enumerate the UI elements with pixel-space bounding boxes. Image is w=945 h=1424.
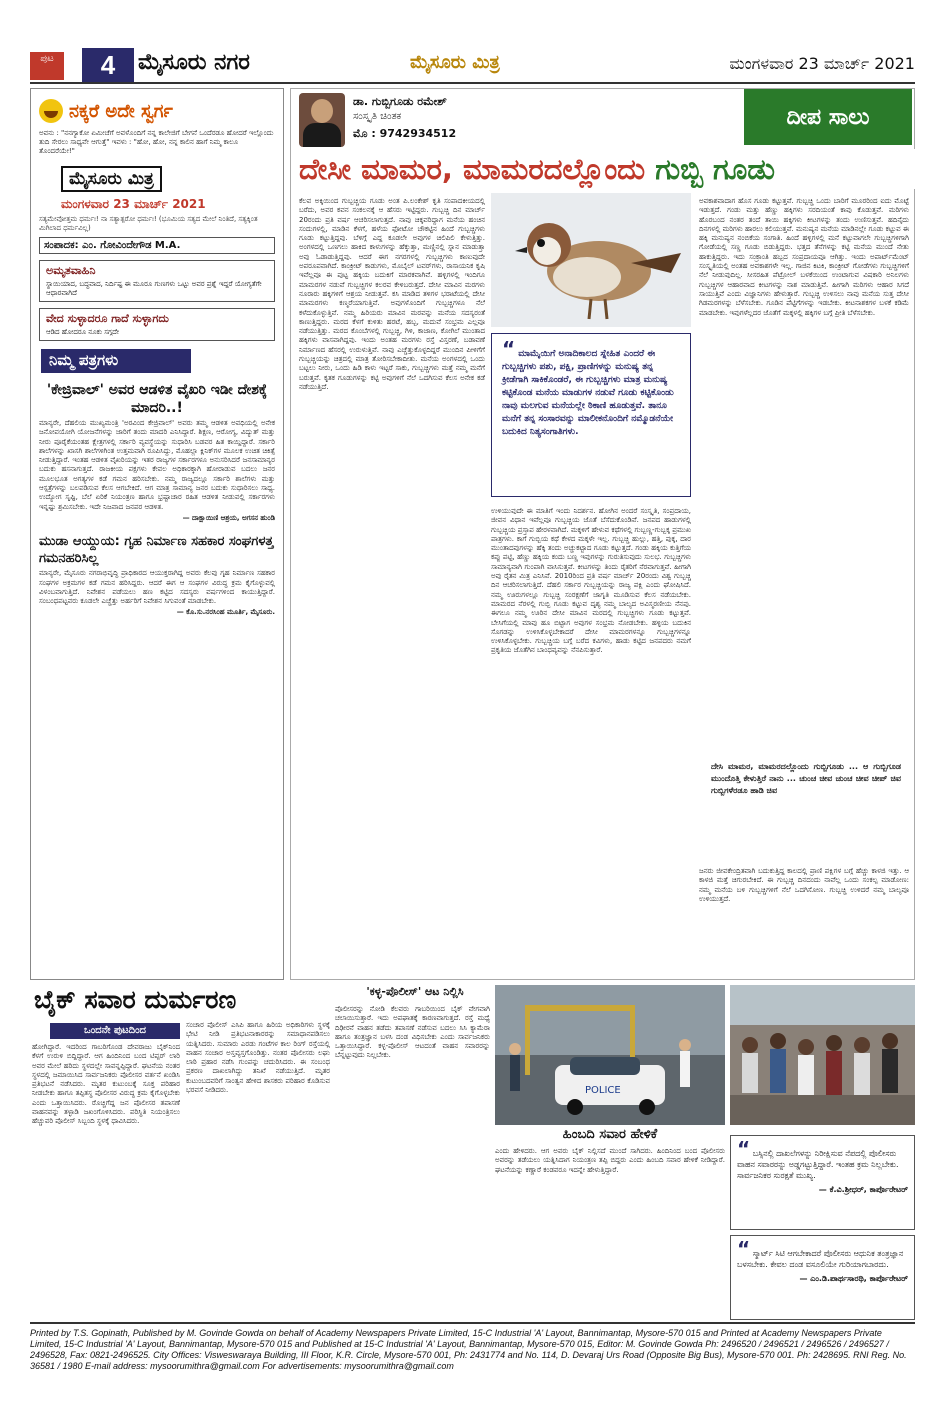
masthead-logo: ಮೈಸೂರು ಮಿತ್ರ: [410, 52, 500, 73]
quote2-sign: — ಎಂ.ಡಿ.ಪಾರ್ಥಸಾರಥಿ, ಕಾರ್ಪೊರೇಟರ್: [799, 1274, 908, 1283]
letter1-title: 'ಕೇಜ್ರಿವಾಲ್' ಅವರ ಆಡಳಿತ ವೈಖರಿ ಇಡೀ ದೇಶಕ್ಕೆ ಮಾದರಿ..!: [46, 382, 268, 416]
crowd-photo: [730, 985, 915, 1125]
article-col1: ಕೆಲವ ಅಕ್ಕಿಯಿಂದ ಗುಬ್ಬಚ್ಚಿಯ ಗೂಡು ಅಂತ ಪಿ.ಲಂಕೇಶ್ ಕೃತಿ ಸಂಪಾದಕೀಯದಲ್ಲಿ ಬರೆದು, ಅವರ ಕವನ ಸಂಕಲನಕ್ಕೆ ಆ ಹೆಸರು ಇಟ್ಟಿದ್ದರು. ಗುಬ್ಬಚ್ಚಿ ದಿನ ಮಾರ್ಚ್ 20ರಂದು ಪ್ರತಿ ವರ್ಷ ಆಚರಿಸಲಾಗುತ್ತದೆ. ನಾವು ಚಿಕ್ಕವರಿದ್ದಾಗ ಮನೆಯ ಹಂಚಿನ ಸಂದುಗಳಲ್ಲಿ, ಮಾಡಿನ ಕೆಳಗೆ, ಹಳೆಯ ಫೋಟೋ ಚೌಕಟ್ಟಿನ ಹಿಂದೆ ಗುಬ್ಬಚ್ಚಿಗಳು ಗೂಡು ಕಟ್ಟುತ್ತಿದ್ದವು. ಬೆಳಿಗ್ಗೆ ಎದ್ದ ಕೂಡಲೇ ಅವುಗಳ ಚಿಲಿಪಿಲಿ ಕೇಳುತ್ತಿತ್ತು. ಅಂಗಳದಲ್ಲಿ ಒಣಗಲು ಹಾಕಿದ ಕಾಳುಗಳನ್ನು ಹೆಕ್ಕುತ್ತಾ, ಮಣ್ಣಿನಲ್ಲಿ ಸ್ನಾನ ಮಾಡುತ್ತಾ ಅವು ಓಡಾಡುತ್ತಿದ್ದವು. ಆದರೆ ಈಗ ನಗರಗಳಲ್ಲಿ ಗುಬ್ಬಚ್ಚಿಗಳು ಕಾಣುವುದೇ ಅಪರೂಪವಾಗಿದೆ. ಕಾಂಕ್ರೀಟ್ ಕಾಡುಗಳು, ಮೊಬೈಲ್ ಟವರ್‌ಗಳು, ರಾಸಾಯನಿಕ ಕೃಷಿ ಇವೆಲ್ಲವೂ ಈ ಪುಟ್ಟ ಹಕ್ಕಿಯ ಬದುಕಿಗೆ ಮಾರಕವಾಗಿವೆ. ಹಳ್ಳಿಗಳಲ್ಲಿ ಇಂದಿಗೂ ಮಾಮರಗಳ ನಡುವೆ ಗುಬ್ಬಚ್ಚಿಗಳ ಕಲರವ ಕೇಳಿಬರುತ್ತದೆ. ದೇಸೀ ಮಾವಿನ ಮರಗಳು ನೂರಾರು ಹಕ್ಕಿಗಳಿಗೆ ಆಶ್ರಯ ನೀಡುತ್ತವೆ. ಕಸಿ ಮಾಡಿದ ತಳಿಗಳ ಭರಾಟೆಯಲ್ಲಿ ದೇಸೀ ಮಾಮರಗಳು ಕಣ್ಮರೆಯಾಗುತ್ತಿವೆ. ಅವುಗಳೊಂದಿಗೆ ಗುಬ್ಬಚ್ಚಿಗಳೂ ನೆಲೆ ಕಳೆದುಕೊಳ್ಳುತ್ತಿವೆ. ನಮ್ಮ ಹಿರಿಯರು ಮಾವಿನ ಮರವನ್ನು ಮನೆಯ ಸದಸ್ಯರಂತೆ ಕಾಣುತ್ತಿದ್ದರು. ಮರದ ಕೆಳಗೆ ಕುಳಿತು ಹರಟೆ, ಹಬ್ಬ, ಮದುವೆ ಸಂಭ್ರಮ ಎಲ್ಲವೂ ನಡೆಯುತ್ತಿತ್ತು. ಮರದ ಕೊಂಬೆಗಳಲ್ಲಿ ಗುಬ್ಬಚ್ಚಿ, ಗಿಳಿ, ಕಾಜಾಣ, ಕೋಗಿಲೆ ಮುಂತಾದ ಹಕ್ಕಿಗಳು ವಾಸವಾಗಿದ್ದವು. ಇಂದು ಅಂತಹ ಮರಗಳು ರಸ್ತೆ ವಿಸ್ತರಣೆ, ಬಡಾವಣೆ ನಿರ್ಮಾಣದ ಹೆಸರಲ್ಲಿ ಉರುಳುತ್ತಿವೆ. ನಾವು ಎಚ್ಚೆತ್ತುಕೊಳ್ಳದಿದ್ದರೆ ಮುಂದಿನ ಪೀಳಿಗೆಗೆ ಗುಬ್ಬಚ್ಚಿಯನ್ನು ಚಿತ್ರದಲ್ಲಿ ಮಾತ್ರ ತೋರಿಸಬೇಕಾದೀತು. ಮನೆಯ ಅಂಗಳದಲ್ಲಿ ಒಂದು ಬಟ್ಟಲು ನೀರು, ಒಂದು ಹಿಡಿ ಕಾಳು ಇಟ್ಟರೆ ಸಾಕು, ಗುಬ್ಬಚ್ಚಿಗಳು ಮತ್ತೆ ನಮ್ಮ ಮನೆಗೆ ಬರುತ್ತವೆ. ಕೃತಕ ಗೂಡುಗಳನ್ನು ಕಟ್ಟಿ ಅವುಗಳಿಗೆ ನೆಲೆ ಒದಗಿಸುವ ಕೆಲಸ ಅನೇಕ ಕಡೆ ನಡೆಯುತ್ತಿದೆ.: [299, 197, 485, 391]
letters-header: ನಿಮ್ಮ ಪತ್ರಗಳು: [41, 349, 191, 373]
quote-mark-icon: “: [502, 337, 516, 361]
quote-box-2: [730, 1235, 915, 1320]
article-poem: ದೇಸಿ ಮಾಮರ, ಮಾಮರದಲ್ಲೊಂದು ಗುಬ್ಬಿಗೂಡು ... ಆ ಗುಬ್ಬಿಗೂಡ ಮುಂದೊತ್ತಿ ಕೇಳುತ್ತಿರೆ ನಾನು ... ಚುಂಚ ಚೀವ ಚುಂಚ ಚೀವ ಚೀಪ್ ಚಿವ ಗುಬ್ಬಿಗಳೆರಡೂ ಹಾಡಿ ಚಿವ: [711, 762, 901, 795]
proverb-box: [39, 308, 275, 341]
quote1-sign: — ಕೆ.ವಿ.ಶ್ರೀಧರ್, ಕಾರ್ಪೊರೇಟರ್: [818, 1185, 908, 1194]
author-phone: ಮೊ : 9742934512: [353, 127, 457, 140]
sparrow-photo: [491, 193, 691, 327]
headline-part2: ಮಾಮರದಲ್ಲೊಂದು: [462, 152, 656, 186]
photo1-caption: ಹಿಂಬದಿ ಸವಾರ ಹೇಳಿಕೆ: [562, 1127, 658, 1142]
article-col3: ಅವಕಾಶವಾದಾಗ ಹೊಸ ಗೂಡು ಕಟ್ಟುತ್ತವೆ. ಗುಬ್ಬಚ್ಚಿ ಒಂದು ಬಾರಿಗೆ ಮೂರರಿಂದ ಐದು ಮೊಟ್ಟೆ ಇಡುತ್ತದೆ. ಗಂಡು ಮತ್ತು ಹೆಣ್ಣು ಹಕ್ಕಿಗಳು ಸರದಿಯಂತೆ ಕಾವು ಕೊಡುತ್ತವೆ. ಮರಿಗಳು ಹೊರಬಂದ ನಂತರ ತಂದೆ ತಾಯಿ ಹಕ್ಕಿಗಳು ಕೀಟಗಳನ್ನು ತಂದು ಉಣಿಸುತ್ತವೆ. ಹದಿನೈದು ದಿನಗಳಲ್ಲಿ ಮರಿಗಳು ಹಾರಲು ಕಲಿಯುತ್ತವೆ. ಮನುಷ್ಯನ ಮನೆಯ ಮಾಡಿನಲ್ಲೇ ಗೂಡು ಕಟ್ಟುವ ಈ ಹಕ್ಕಿ ಮನುಷ್ಯನ ನಂಬಿಕೆಯ ಸಂಗಾತಿ. ಹಿಂದೆ ಹಳ್ಳಿಗಳಲ್ಲಿ ಮನೆ ಕಟ್ಟುವಾಗಲೇ ಗುಬ್ಬಚ್ಚಿಗಳಿಗಾಗಿ ಗೋಡೆಯಲ್ಲಿ ಸಣ್ಣ ಗೂಡು ಬಿಡುತ್ತಿದ್ದರು. ಭತ್ತದ ತೆನೆಗಳನ್ನು ಕಟ್ಟಿ ಮನೆಯ ಮುಂದೆ ನೇತು ಹಾಕುತ್ತಿದ್ದರು. ಇದು ಸಂಕ್ರಾಂತಿ ಹಬ್ಬದ ಸಂಪ್ರದಾಯವೂ ಆಗಿತ್ತು. ಇಂದು ಅಪಾರ್ಟ್‌ಮೆಂಟ್ ಸಂಸ್ಕೃತಿಯಲ್ಲಿ ಅಂತಹ ಅವಕಾಶಗಳೇ ಇಲ್ಲ. ಗಾಜಿನ ಕಿಟಕಿ, ಕಾಂಕ್ರೀಟ್ ಗೋಡೆಗಳು ಗುಬ್ಬಚ್ಚಿಗಳಿಗೆ ನೆಲೆ ನೀಡುವುದಿಲ್ಲ. ಸೀಸರಹಿತ ಪೆಟ್ರೋಲ್ ಬಳಕೆಯಿಂದ ಉಂಟಾಗುವ ವಿಷಕಾರಿ ಅನಿಲಗಳು ಗುಬ್ಬಚ್ಚಿಗಳ ಆಹಾರವಾದ ಕೀಟಗಳನ್ನು ನಾಶ ಮಾಡುತ್ತಿವೆ. ಹೀಗಾಗಿ ಮರಿಗಳು ಆಹಾರ ಸಿಗದೆ ಸಾಯುತ್ತಿವೆ ಎಂದು ವಿಜ್ಞಾನಿಗಳು ಹೇಳುತ್ತಾರೆ. ಗುಬ್ಬಚ್ಚಿ ಉಳಿಸಲು ನಾವು ಮನೆಯ ಸುತ್ತ ದೇಸೀ ಗಿಡಮರಗಳನ್ನು ಬೆಳೆಸಬೇಕು. ಗೂಡಿನ ಪೆಟ್ಟಿಗೆಗಳನ್ನು ಇಡಬೇಕು. ಕೀಟನಾಶಕಗಳ ಬಳಕೆ ಕಡಿಮೆ ಮಾಡಬೇಕು. ಇವುಗಳೆಲ್ಲದರ ಜೊತೆಗೆ ಮಕ್ಕಳಲ್ಲಿ ಹಕ್ಕಿಗಳ ಬಗ್ಗೆ ಪ್ರೀತಿ ಬೆಳೆಸಬೇಕು.: [699, 197, 909, 317]
editor-line: ಸಂಪಾದಕ: ಎಂ. ಗೋವಿಂದೇಗೌಡ M.A.: [39, 237, 275, 254]
amrutha-text: ಸ್ಥಾಯಿಯಾದ, ಬದ್ಧವಾದ, ನಿರ್ದಿಷ್ಟ ಈ ಮೂರೂ ಗುಣಗಳು ಒಟ್ಟು ಅವರ ಪ್ರಶ್ನೆ ಇದ್ದರೆ ಯೋಗ್ಯತೆಗೇ ಆಧಾರವಾಗಿದೆ: [46, 280, 262, 297]
svg-text:POLICE: POLICE: [585, 1085, 621, 1096]
author-name: ಡಾ. ಗುಬ್ಬಿಗೂಡು ರಮೇಶ್: [353, 95, 447, 108]
letter2-sign: — ಕೊ.ಸು.ನರಸಿಂಹ ಮೂರ್ತಿ, ಮೈಸೂರು.: [176, 608, 275, 617]
pull-quote: [491, 333, 691, 497]
letter1-sign: — ದಾಕ್ಷಾಯಿಣಿ ಆಶ್ರಯ, ಅಗಸನ ಹುಂಡಿ: [182, 513, 275, 522]
main-article: [290, 88, 915, 980]
issue-date: ಮಂಗಳವಾರ 23 ಮಾರ್ಚ್ 2021: [729, 54, 915, 73]
headline-part3: ಗುಬ್ಬಿ ಗೂಡು: [655, 152, 775, 186]
police-car-icon: [495, 985, 725, 1125]
bike-col3: ಪೊಲೀಸರನ್ನು ನೋಡಿ ಕೆಲವರು ಗಾಬರಿಯಿಂದ ಬೈಕ್ ವೇಗವಾಗಿ ಚಲಾಯಿಸುತ್ತಾರೆ. ಇದು ಅಪಘಾತಕ್ಕೆ ಕಾರಣವಾಗುತ್ತದೆ. ರಸ್ತೆ ಮಧ್ಯೆ ದಿಢೀರನೆ ವಾಹನ ತಡೆದು ತಪಾಸಣೆ ನಡೆಸುವ ಬದಲು ಸಿಸಿ ಕ್ಯಾಮೆರಾ ಹಾಗೂ ತಂತ್ರಜ್ಞಾನ ಬಳಸಿ ದಂಡ ವಿಧಿಸಬೇಕು ಎಂದು ಸಾರ್ವಜನಿಕರು ಒತ್ತಾಯಿಸಿದ್ದಾರೆ. ಕಳ್ಳ-ಪೊಲೀಸ್ ಆಟದಂತೆ ವಾಹನ ಸವಾರರನ್ನು ಬೆನ್ನಟ್ಟುವುದು ನಿಲ್ಲಬೇಕು.: [335, 1005, 490, 1060]
bike-col4: ಎಂದು ಹೇಳಿದರು. ಆಗ ಅವರು ಬೈಕ್ ನಿಲ್ಲಿಸದೆ ಮುಂದೆ ಸಾಗಿದರು. ಹಿಂದಿನಿಂದ ಬಂದ ಪೊಲೀಸರು ಅವರನ್ನು ತಡೆಯಲು ಯತ್ನಿಸಿದಾಗ ನಿಯಂತ್ರಣ ತಪ್ಪಿ ಬಿದ್ದರು ಎಂದು ಹಿಂಬದಿ ಸವಾರ ಹೇಳಿಕೆ ನೀಡಿದ್ದಾರೆ. ಘಟನೆಯನ್ನು ಕಣ್ಣಾರೆ ಕಂಡವರೂ ಇದನ್ನೇ ಹೇಳುತ್ತಿದ್ದಾರೆ.: [495, 1147, 725, 1174]
joke-title: ನಕ್ಕರೆ ಅದೇ ಸ್ವರ್ಗ: [69, 100, 173, 122]
amrutha-box: [39, 260, 275, 302]
letter2-title: ಮುಡಾ ಆಯ್ದುಯ: ಗೃಹ ನಿರ್ಮಾಣ ಸಹಕಾರ ಸಂಘಗಳತ್ತ ಗಮನಹರಿಸಿಲ್ಲ: [39, 534, 274, 567]
letter2-body: ಮಾನ್ಯರೇ, ಮೈಸೂರು ನಗರಾಭಿವೃದ್ಧಿ ಪ್ರಾಧಿಕಾರದ ಆಯುಕ್ತರಾಗಿದ್ದ ಅವರು ಕೆಲವು ಗೃಹ ನಿರ್ಮಾಣ ಸಹಕಾರ ಸಂಘಗಳ ಅಕ್ರಮಗಳ ಕಡೆ ಗಮನ ಹರಿಸಿದ್ದರು. ಆದರೆ ಈಗ ಆ ಸಂಘಗಳ ವಿರುದ್ಧ ಕ್ರಮ ಕೈಗೊಳ್ಳುವಲ್ಲಿ ವಿಳಂಬವಾಗುತ್ತಿದೆ. ನಿವೇಶನ ಪಡೆಯಲು ಹಣ ಕಟ್ಟಿದ ಸದಸ್ಯರು ವರ್ಷಗಳಿಂದ ಕಾಯುತ್ತಿದ್ದಾರೆ. ಸಂಬಂಧಪಟ್ಟವರು ಕೂಡಲೇ ಎಚ್ಚೆತ್ತು ಅರ್ಹರಿಗೆ ನಿವೇಶನ ಸಿಗುವಂತೆ ಮಾಡಬೇಕು.: [39, 569, 275, 606]
quote1-text: ಬಸ್ಸಿನಲ್ಲಿ ದಾಖಲೆಗಳನ್ನು ನಿರೀಕ್ಷಿಸುವ ನೆಪದಲ್ಲಿ ಪೊಲೀಸರು ವಾಹನ ಸವಾರರನ್ನು ಅಡ್ಡಗಟ್ಟುತ್ತಿದ್ದಾರೆ. ಇಂತಹ ಕ್ರಮ ನಿಲ್ಲಬೇಕು. ಸಾರ್ವಜನಿಕರ ಸುರಕ್ಷತೆ ಮುಖ್ಯ.: [737, 1149, 899, 1180]
quote-box-1: [730, 1135, 915, 1230]
page-header: [30, 48, 915, 84]
smiley-icon: [39, 99, 63, 123]
quote-mark-icon: “: [737, 1137, 751, 1161]
article-col2: ಉಳಿಯುವುದೇ ಈ ಮಾತಿಗೆ ಇಂದು ನಿದರ್ಶನ. ಹೋಗಿನ ಅಂದರೆ ಸಂಸ್ಕೃತಿ, ಸಂಪ್ರದಾಯ, ಜೀವನ ವಿಧಾನ ಇವೆಲ್ಲವೂ ಗುಬ್ಬಚ್ಚಿಯ ಜೊತೆ ಬೆಸೆದುಕೊಂಡಿವೆ. ಜನಪದ ಹಾಡುಗಳಲ್ಲಿ ಗುಬ್ಬಚ್ಚಿಯ ಪ್ರಸ್ತಾಪ ಹೇರಳವಾಗಿದೆ. ಮಕ್ಕಳಿಗೆ ಹೇಳುವ ಕಥೆಗಳಲ್ಲಿ ಗುಬ್ಬಣ್ಣ-ಗುಬ್ಬಕ್ಕ ಪ್ರಮುಖ ಪಾತ್ರಗಳು. ಕಾಗೆ ಗುಬ್ಬಿಯ ಕಥೆ ಕೇಳದ ಮಕ್ಕಳೇ ಇಲ್ಲ. ಗುಬ್ಬಚ್ಚಿ ಹುಲ್ಲು, ಹತ್ತಿ, ಪುಕ್ಕ, ದಾರ ಮುಂತಾದವುಗಳನ್ನು ಹೆಕ್ಕಿ ತಂದು ಅಚ್ಚುಕಟ್ಟಾದ ಗೂಡು ಕಟ್ಟುತ್ತದೆ. ಗಂಡು ಹಕ್ಕಿಯ ಕುತ್ತಿಗೆಯ ಕಪ್ಪು ಪಟ್ಟಿ, ಹೆಣ್ಣು ಹಕ್ಕಿಯ ಕಂದು ಬಣ್ಣ ಇವುಗಳನ್ನು ಗುರುತಿಸುವುದು ಸುಲಭ. ಗುಬ್ಬಚ್ಚಿಗಳು ಸಾಮಾನ್ಯವಾಗಿ ಗುಂಪಾಗಿ ವಾಸಿಸುತ್ತವೆ. ಕೀಟಗಳನ್ನು ತಿಂದು ರೈತರಿಗೆ ನೆರವಾಗುತ್ತವೆ. ಹೀಗಾಗಿ ಅವು ರೈತನ ಮಿತ್ರ ಎನಿಸಿವೆ. 2010ರಿಂದ ಪ್ರತಿ ವರ್ಷ ಮಾರ್ಚ್ 20ರಂದು ವಿಶ್ವ ಗುಬ್ಬಚ್ಚಿ ದಿನ ಆಚರಿಸಲಾಗುತ್ತಿದೆ. ದೆಹಲಿ ಸರ್ಕಾರ ಗುಬ್ಬಚ್ಚಿಯನ್ನು ರಾಜ್ಯ ಪಕ್ಷಿ ಎಂದು ಘೋಷಿಸಿದೆ. ನಮ್ಮ ಊರುಗಳಲ್ಲೂ ಗುಬ್ಬಚ್ಚಿ ಸಂರಕ್ಷಣೆಗೆ ಜಾಗೃತಿ ಮೂಡಿಸುವ ಕೆಲಸ ನಡೆಯಬೇಕು. ಮಾಮರದ ನೆರಳಲ್ಲಿ ಗುಬ್ಬಿ ಗೂಡು ಕಟ್ಟುವ ದೃಶ್ಯ ನಮ್ಮ ಬಾಲ್ಯದ ಅವಿಸ್ಮರಣೀಯ ನೆನಪು. ಈಗಲೂ ನಮ್ಮ ಊರಿನ ದೇಸೀ ಮಾವಿನ ಮರದಲ್ಲಿ ಗುಬ್ಬಚ್ಚಿಗಳು ಗೂಡು ಕಟ್ಟುತ್ತವೆ. ಬೇಸಿಗೆಯಲ್ಲಿ ಮಾವು ಹೂ ಬಿಟ್ಟಾಗ ಅವುಗಳ ಸಂಭ್ರಮ ನೋಡಬೇಕು. ಹಳ್ಳಿಯ ಬದುಕಿನ ಸೊಗಡನ್ನು ಉಳಿಸಿಕೊಳ್ಳಬೇಕಾದರೆ ದೇಸೀ ಮಾಮರಗಳನ್ನೂ ಗುಬ್ಬಚ್ಚಿಗಳನ್ನೂ ಉಳಿಸಿಕೊಳ್ಳಬೇಕು. ಗುಬ್ಬಚ್ಚಿಯ ಬಗ್ಗೆ ಬರೆದ ಕವಿಗಳು, ಹಾಡು ಕಟ್ಟಿದ ಜನಪದರು ನಮಗೆ ಪ್ರಕೃತಿಯ ಜೊತೆಗಿನ ಬಾಂಧವ್ಯವನ್ನು ನೆನಪಿಸುತ್ತಾರೆ.: [491, 507, 691, 655]
headline-part1: ದೇಸೀ ಮಾಮರ,: [299, 152, 463, 186]
bike-col1: ಹೋಗಿದ್ದಾರೆ. ಇದರಿಂದ ಗಾಬರಿಗೊಂಡ ದೇವರಾಜು ಬೈಕ್‌ನಿಂದ ಕೆಳಗೆ ಉರುಳಿ ಬಿದ್ದಿದ್ದಾರೆ. ಆಗ ಹಿಂದಿನಿಂದ ಬಂದ ಟಿಪ್ಪರ್ ಲಾರಿ ಅವರ ಮೇಲೆ ಹರಿದು ಸ್ಥಳದಲ್ಲೇ ಸಾವನ್ನಪ್ಪಿದ್ದಾರೆ. ಘಟನೆಯ ನಂತರ ಸ್ಥಳದಲ್ಲಿ ಜಮಾಯಿಸಿದ ಸಾರ್ವಜನಿಕರು ಪೊಲೀಸರ ವರ್ತನೆ ಖಂಡಿಸಿ ಪ್ರತಿಭಟನೆ ನಡೆಸಿದರು. ಮೃತರ ಕುಟುಂಬಕ್ಕೆ ಸೂಕ್ತ ಪರಿಹಾರ ನೀಡಬೇಕು ಹಾಗೂ ತಪ್ಪಿತಸ್ಥ ಪೊಲೀಸರ ವಿರುದ್ಧ ಕ್ರಮ ಕೈಗೊಳ್ಳಬೇಕು ಎಂದು ಒತ್ತಾಯಿಸಿದರು. ರೊಚ್ಚಿಗೆದ್ದ ಜನ ಪೊಲೀಸರ ತಪಾಸಣೆ ವಾಹನವನ್ನು ತಳ್ಳಾಡಿ ಜಖಂಗೊಳಿಸಿದರು. ಪರಿಸ್ಥಿತಿ ನಿಯಂತ್ರಿಸಲು ಹೆಚ್ಚುವರಿ ಪೊಲೀಸ್ ಸಿಬ್ಬಂದಿ ಸ್ಥಳಕ್ಕೆ ಧಾವಿಸಿದರು.: [32, 1043, 180, 1126]
amrutha-title: ಅಮೃತವಾಹಿನಿ: [46, 264, 96, 277]
bike-col2: ಸಂಚಾರ ಪೊಲೀಸ್ ಎಸಿಪಿ ಹಾಗೂ ಹಿರಿಯ ಅಧಿಕಾರಿಗಳು ಸ್ಥಳಕ್ಕೆ ಭೇಟಿ ನೀಡಿ ಪ್ರತಿಭಟನಾಕಾರರನ್ನು ಸಮಾಧಾನಪಡಿಸಲು ಯತ್ನಿಸಿದರು. ಸುಮಾರು ಎರಡು ಗಂಟೆಗಳ ಕಾಲ ರಿಂಗ್ ರಸ್ತೆಯಲ್ಲಿ ವಾಹನ ಸಂಚಾರ ಅಸ್ತವ್ಯಸ್ತಗೊಂಡಿತ್ತು. ನಂತರ ಪೊಲೀಸರು ಲಘು ಲಾಠಿ ಪ್ರಹಾರ ನಡೆಸಿ ಗುಂಪನ್ನು ಚದುರಿಸಿದರು. ಈ ಸಂಬಂಧ ಪ್ರಕರಣ ದಾಖಲಾಗಿದ್ದು ತನಿಖೆ ನಡೆಯುತ್ತಿದೆ. ಮೃತರ ಕುಟುಂಬದವರಿಗೆ ಸಾಂತ್ವನ ಹೇಳಿದ ಶಾಸಕರು ಪರಿಹಾರ ಕೊಡಿಸುವ ಭರವಸೆ ನೀಡಿದರು.: [186, 1021, 330, 1095]
masthead-date: ಮಂಗಳವಾರ 23 ಮಾರ್ಚ್ 2021: [61, 197, 206, 211]
article-col3-end: ಜನರು ಜೀವಕೇಂದ್ರಿತವಾಗಿ ಬದುಕುತ್ತಿದ್ದ ಕಾಲದಲ್ಲಿ ಪ್ರಾಣಿ ಪಕ್ಷಿಗಳ ಬಗ್ಗೆ ಹೆಚ್ಚು ಕಾಳಜಿ ಇತ್ತು. ಆ ಕಾಳಜಿ ಮತ್ತೆ ಚಿಗುರಬೇಕಿದೆ. ಈ ಗುಬ್ಬಚ್ಚಿ ದಿನದಂದು ನಾವೆಲ್ಲ ಒಂದು ಸಂಕಲ್ಪ ಮಾಡೋಣ: ನಮ್ಮ ಮನೆಯ ಬಳಿ ಗುಬ್ಬಚ್ಚಿಗಳಿಗೆ ನೆಲೆ ಒದಗಿಸೋಣ. ಗುಬ್ಬಚ್ಚಿ ಉಳಿದರೆ ನಮ್ಮ ಬಾಲ್ಯವೂ ಉಳಿಯುತ್ತದೆ.: [699, 867, 909, 903]
article-headline: [291, 149, 916, 189]
section-title: ಮೈಸೂರು ನಗರ: [138, 50, 250, 75]
crowd-icon: [730, 985, 915, 1125]
page-number: 4: [82, 48, 134, 82]
quote2-text: ಸ್ಮಾರ್ಟ್ ಸಿಟಿ ಆಗಬೇಕಾದರೆ ಪೊಲೀಸರು ಆಧುನಿಕ ತಂತ್ರಜ್ಞಾನ ಬಳಸಬೇಕು. ಕೇವಲ ದಂಡ ವಸೂಲಿಯೇ ಗುರಿಯಾಗಬಾರದು.: [737, 1249, 904, 1269]
proverb-text: ಆಡಿದ ಹೋದರೂ ನೂಕು ಸಗ್ಗದೇ: [46, 328, 119, 336]
pull-quote-text: ಮಾಮೈಯಿಗೆ ಅನಾದಿಕಾಲದ ಸ್ನೇಹಿತ ಎಂದರೆ ಈ ಗುಬ್ಬಚ್ಚಿಗಳು ಪಶು, ಪಕ್ಷಿ, ಪ್ರಾಣಿಗಳನ್ನು ಮನುಷ್ಯ ತನ್ನ ಕ್ರೀಡೆಗಾಗಿ ಸಾಕಿಕೊಂಡರೆ, ಈ ಗುಬ್ಬಚ್ಚಿಗಳು ಮಾತ್ರ ಮನುಷ್ಯ ಕಟ್ಟಿಕೊಂಡ ಮನೆಯ ಮಾಡುಗಳ ನಡುವೆ ಗೂಡು ಕಟ್ಟಿಕೊಂಡು ನಾವು ಮಲಗುವ ಮನೆಯಲ್ಲೇ ಠಿಕಾಣಿ ಹೂಡುತ್ತವೆ. ತಾನೂ ಮನೆಗೆ ತನ್ನ ಸಂಸಾರವನ್ನು ಮಾಲೀಕನೊಂದಿಗೆ ನಮ್ಮೊಡನೆಯೇ ಬದುಕಿದ ನಿತ್ಯಸಂಗಾತಿಗಳು.: [502, 349, 674, 437]
author-role: ಸಂಸ್ಕೃತಿ ಚಿಂತಕ: [353, 111, 402, 122]
bottom-section: [30, 985, 915, 1320]
masthead-small: ಮೈಸೂರು ಮಿತ್ರ: [61, 166, 162, 192]
left-column: [30, 88, 284, 980]
continued-tag: ಒಂದನೇ ಪುಟದಿಂದ: [50, 1023, 180, 1039]
quote-mark-icon: “: [737, 1237, 751, 1261]
page-label: ಪುಟ: [30, 52, 64, 80]
bike-headline: ಬೈಕ್ ಸವಾರ ದುರ್ಮರಣ: [34, 985, 237, 1014]
masthead-motto: ಸತ್ಯಮೇವೋತ್ತಮ ಧರ್ಮಃ! ನಾ ಸತ್ಯಾತ್ಪರೋ ಧರ್ಮಃ! (ಭೂಮಿಯ ಸತ್ಯದ ಮೇಲೆ ನಿಂತಿದೆ, ಸತ್ಯಕ್ಕಿಂತ ಮಿಗಿಲಾದ ಧರ್ಮವಿಲ್ಲ): [39, 215, 258, 232]
proverb-title: ವೇದ ಸುಳ್ಳಾದರೂ ಗಾದೆ ಸುಳ್ಳಾಗದು: [46, 312, 169, 325]
joke-header: [39, 97, 283, 125]
letter1-body: ಮಾನ್ಯರೇ, ದೆಹಲಿಯ ಮುಖ್ಯಮಂತ್ರಿ 'ಅರವಿಂದ ಕೇಜ್ರಿವಾಲ್' ಅವರು ತಮ್ಮ ಆಡಳಿತ ಅವಧಿಯಲ್ಲಿ ಅನೇಕ ಜನೋಪಯೋಗಿ ಯೋಜನೆಗಳನ್ನು ಜಾರಿಗೆ ತಂದು ಮಾದರಿ ಎನಿಸಿದ್ದಾರೆ. ಶಿಕ್ಷಣ, ಆರೋಗ್ಯ, ವಿದ್ಯುತ್ ಮತ್ತು ನೀರು ಪೂರೈಕೆಯಂತಹ ಕ್ಷೇತ್ರಗಳಲ್ಲಿ ಸರ್ಕಾರಿ ವ್ಯವಸ್ಥೆಯನ್ನು ಸುಧಾರಿಸಿ ಬಡವರ ಹಿತ ಕಾಯ್ದಿದ್ದಾರೆ. ಸರ್ಕಾರಿ ಶಾಲೆಗಳನ್ನು ಖಾಸಗಿ ಶಾಲೆಗಳಿಗಿಂತ ಉತ್ತಮವಾಗಿ ರೂಪಿಸಿದ್ದು, ಮೊಹಲ್ಲಾ ಕ್ಲಿನಿಕ್‌ಗಳ ಮೂಲಕ ಉಚಿತ ಚಿಕಿತ್ಸೆ ನೀಡುತ್ತಿದ್ದಾರೆ. ಇಂತಹ ಆಡಳಿತ ವೈಖರಿಯನ್ನು ಇತರ ರಾಜ್ಯಗಳ ಸರ್ಕಾರಗಳೂ ಅನುಸರಿಸಿದರೆ ಜನಸಾಮಾನ್ಯರ ಬದುಕು ಹಸನಾಗುತ್ತದೆ. ರಾಜಕೀಯ ಪಕ್ಷಗಳು ಕೇವಲ ಅಧಿಕಾರಕ್ಕಾಗಿ ಹೋರಾಡುವ ಬದಲು ಜನರ ಮೂಲಭೂತ ಅಗತ್ಯಗಳ ಕಡೆ ಗಮನ ಹರಿಸಬೇಕು. ನಮ್ಮ ರಾಜ್ಯದಲ್ಲೂ ಸರ್ಕಾರಿ ಶಾಲೆಗಳು ಮತ್ತು ಆಸ್ಪತ್ರೆಗಳನ್ನು ಬಲಪಡಿಸುವ ಕೆಲಸ ಆಗಬೇಕಿದೆ. ಆಗ ಮಾತ್ರ ಸಾಮಾನ್ಯ ಜನರ ಬದುಕು ಸುಧಾರಿಸಲು ಸಾಧ್ಯ. ಉದ್ಯೋಗ ಸೃಷ್ಟಿ, ಬೆಲೆ ಏರಿಕೆ ನಿಯಂತ್ರಣ ಹಾಗೂ ಭ್ರಷ್ಟಾಚಾರ ರಹಿತ ಆಡಳಿತ ನೀಡುವಲ್ಲಿ ಸರ್ಕಾರಗಳು ಇನ್ನಷ್ಟು ಶ್ರಮಿಸಬೇಕು. ಇದೇ ನಿಜವಾದ ಜನಪರ ಆಡಳಿತ.: [39, 419, 275, 511]
police-car-photo: [495, 985, 725, 1125]
author-box: [299, 93, 529, 151]
kalla-headline: 'ಕಳ್ಳ-ಪೊಲೀಸ್' ಆಟ ನಿಲ್ಲಿಸಿ: [366, 985, 464, 998]
column-tag: ದೀಪ ಸಾಲು: [744, 89, 912, 145]
sparrow-icon: [491, 193, 691, 327]
joke-text: ಅವನು : "ನನಗ್ಯಾಕೋ ಏಮೀಚೆಗೆ ಅವಳೊಂದಿಗೆ ನನ್ನ ಕಾಲೇಜಿಗೆ ಬೇಗನೆ ಒಂದೆರಡೂ ಹೋದರೆ ಇಲ್ಲೊಂದು ತುದಿ ಸೇರಲು ಸಾಧ್ಯವೇ ಆಗುತ್ತೆ" ಇವಳು : "ಹೋ, ಹೋ, ನನ್ನ ಕಾಲಿನ ಹಾಗೆ ನಿಮ್ಮ ಕಾಲೂ ತೊಂದರೆಯೇ!": [39, 129, 274, 155]
author-photo: [299, 93, 345, 147]
imprint-footer: Printed by T.S. Gopinath, Published by M. Govinde Gowda on behalf of Academy Newspapers Private Limited, 15-C Industrial 'A' Layout, Bannimantap, Mysore-570 015 and Printed at Academy Newspapers Private Limited, 15-C Industrial 'A' Layout, Bannimantap, Mysore-570 015 and Published at 15-C Industrial 'A' Layout, Bannimantap, Mysore-570 015, Editor: M. Govinde Gowda Ph: 2496520 / 2496521 / 2496526 / 2496527 / 2496528, Fax: 0821-2496525. City Offices: Visweswaraya Building, III Floor, K.R. Circle, Mysore-570 001, Ph: 2431774 and No. 114, D. Devaraj Urs Road (Opposite Big Bus), Mysore-570 001. Ph: 2428695. RNI Reg. No. 36581 / 1980 E-mail address: mysoorumithra@gmail.com For advertisements: mysoorumithra@gmail.com: [30, 1322, 915, 1378]
